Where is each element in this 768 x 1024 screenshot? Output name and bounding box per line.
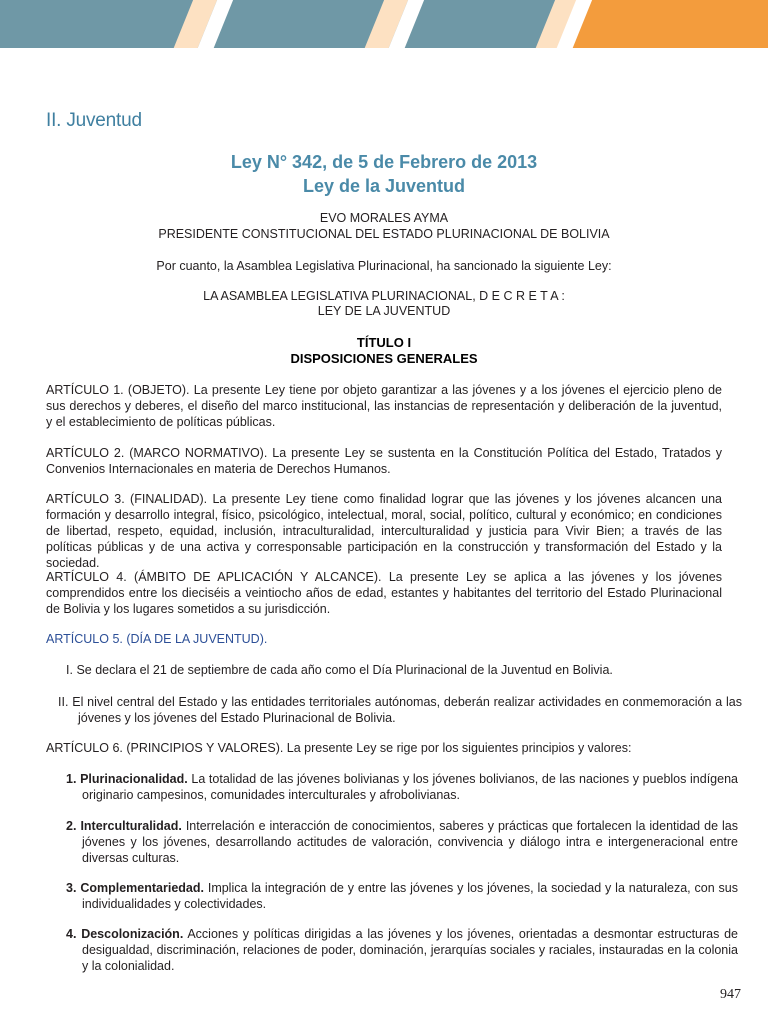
- clause-number: II.: [58, 695, 69, 709]
- principle-text: La totalidad de las jóvenes bolivianas y los jóvenes bolivianos, de las naciones y pueblos indígena originario campesinos, comunidades interculturales y afrobolivianas.: [82, 772, 738, 802]
- principle-term: Descolonización.: [81, 927, 184, 941]
- clause-number: I.: [66, 663, 73, 677]
- law-title: Ley N° 342, de 5 de Febrero de 2013: [230, 152, 538, 172]
- article-3: ARTÍCULO 3. (FINALIDAD). La presente Ley tiene como finalidad lograr que las jóvenes y los jóvenes alcancen una formación y desarrollo integral, físico, psicológico, intelectual, moral, social, político, cultural y económico; en condiciones de libertad, respeto, equidad, inclusión, intraculturalidad, interculturalidad y justicia para Vivir Bien; a través de las políticas públicas y de una activa y corresponsable participación en la construcción y transformación del Estado y la sociedad.: [46, 492, 722, 570]
- president-title: PRESIDENTE CONSTITUCIONAL DEL ESTADO PLURINACIONAL DE BOLIVIA: [158, 227, 610, 241]
- section-title: II. Juventud: [46, 110, 142, 131]
- principle-text: Implica la integración de y entre las jóvenes y los jóvenes, la sociedad y la naturaleza, con sus individualidades y colectividades.: [82, 881, 738, 911]
- principle-term: Plurinacionalidad.: [80, 772, 188, 786]
- article-5-clause-i: [66, 662, 738, 678]
- article-2: ARTÍCULO 2. (MARCO NORMATIVO). La presente Ley se sustenta en la Constitución Política del Estado, Tratados y Convenios Internacionales en materia de Derechos Humanos.: [46, 446, 722, 476]
- article-6: ARTÍCULO 6. (PRINCIPIOS Y VALORES). La presente Ley se rige por los siguientes principios y valores:: [46, 741, 632, 755]
- principle-item: [66, 818, 738, 866]
- clause-text: Se declara el 21 de septiembre de cada año como el Día Plurinacional de la Juventud en Bolivia.: [76, 663, 613, 677]
- principle-item: [66, 926, 738, 974]
- banner-orange-block: [572, 0, 768, 48]
- titulo-number: TÍTULO I: [356, 335, 412, 350]
- clause-text: El nivel central del Estado y las entidades territoriales autónomas, deberán realizar actividades en conmemoración a las jóvenes y los jóvenes del Estado Plurinacional de Bolivia.: [72, 695, 742, 725]
- ley-name: LEY DE LA JUVENTUD: [317, 304, 451, 318]
- article-1: ARTÍCULO 1. (OBJETO). La presente Ley tiene por objeto garantizar a las jóvenes y a los jóvenes el ejercicio pleno de sus derechos y deberes, el diseño del marco institucional, las instancias de representación y deliberación de la juventud, y el establecimiento de políticas públicas.: [46, 383, 722, 429]
- principle-term: Complementariedad.: [80, 881, 204, 895]
- article-4: ARTÍCULO 4. (ÁMBITO DE APLICACIÓN Y ALCANCE). La presente Ley se aplica a las jóvenes y los jóvenes comprendidos entre los dieciséis a veintiocho años de edad, estantes y habitantes del territorio del Estado Plurinacional de Bolivia y los lugares sometidos a su jurisdicción.: [46, 570, 722, 616]
- principle-text: Interrelación e interacción de conocimientos, saberes y prácticas que fortalecen la identidad de las jóvenes y los jóvenes, desarrollando actitudes de valoración, convivencia y diálogo intra e intergeneracional entre diversas culturas.: [82, 819, 738, 865]
- principle-item: [66, 880, 738, 912]
- principle-item: [66, 771, 738, 803]
- president-name: EVO MORALES AYMA: [319, 211, 449, 225]
- principle-term: Interculturalidad.: [80, 819, 182, 833]
- principle-number: 2.: [66, 819, 77, 833]
- titulo-name: DISPOSICIONES GENERALES: [290, 351, 478, 366]
- principle-number: 4.: [66, 927, 77, 941]
- decreta: LA ASAMBLEA LEGISLATIVA PLURINACIONAL, D E C R E T A :: [203, 289, 565, 303]
- principle-number: 3.: [66, 881, 77, 895]
- principle-number: 1.: [66, 772, 77, 786]
- page-number: 947: [720, 987, 741, 1002]
- header-banner: [0, 0, 768, 48]
- article-5-clause-ii: [58, 694, 742, 726]
- por-cuanto: Por cuanto, la Asamblea Legislativa Plurinacional, ha sancionado la siguiente Ley:: [156, 259, 612, 273]
- article-5-heading: ARTÍCULO 5. (DÍA DE LA JUVENTUD).: [46, 632, 268, 646]
- law-subtitle: Ley de la Juventud: [302, 176, 466, 196]
- principle-text: Acciones y políticas dirigidas a las jóvenes y los jóvenes, orientadas a desmontar estructuras de desigualdad, discriminación, relaciones de poder, dominación, jerarquías sociales y raciales, instauradas en la colonia y la colonialidad.: [82, 927, 738, 973]
